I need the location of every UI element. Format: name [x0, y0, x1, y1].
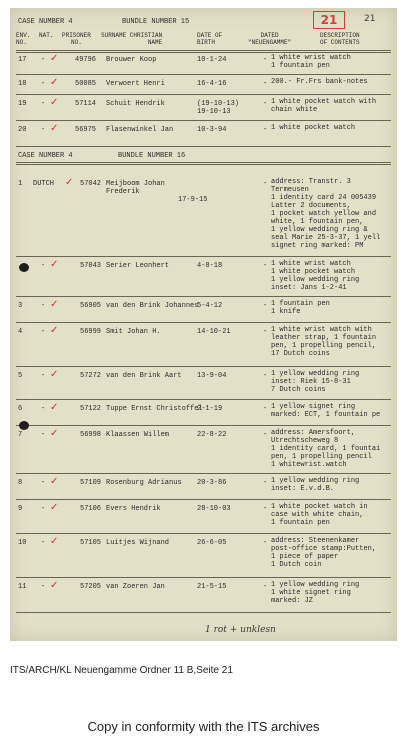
dash-mark: - — [263, 100, 268, 108]
dash-mark: - — [41, 56, 46, 64]
prisoner-name: Schuit Hendrik — [106, 100, 165, 108]
dash-mark: - — [263, 539, 268, 547]
dash-mark: - — [263, 372, 268, 380]
row-rule — [16, 94, 391, 95]
prisoner-number: 50085 — [75, 80, 97, 88]
contents-description: 1 yellow wedding ring 1 white signet ring marked: JZ — [271, 581, 360, 605]
case-label-16: CASE NUMBER 4 — [18, 152, 73, 160]
date-of-birth: 21-5-15 — [197, 583, 227, 591]
row-rule — [16, 120, 391, 121]
env-number: 10 — [18, 539, 27, 547]
row-rule — [16, 473, 391, 474]
date-of-birth: 10-3-94 — [197, 126, 227, 134]
env-number: 7 — [18, 431, 23, 439]
prisoner-number: 57114 — [75, 100, 97, 108]
prisoner-name: Luitjes Wijnand — [106, 539, 170, 547]
check-mark: ✓ — [50, 259, 59, 270]
dash-mark: - — [263, 56, 268, 64]
header-env-no: ENV. NO. — [16, 32, 31, 46]
bundle-label-16: BUNDLE NUMBER 16 — [118, 152, 186, 160]
prisoner-number: 56998 — [80, 431, 102, 439]
contents-description: address: Steenenkamer post-office stamp:Putten, 1 piece of paper 1 Dutch coin — [271, 537, 377, 569]
dash-mark: - — [41, 302, 46, 310]
check-mark: ✓ — [50, 77, 59, 88]
document-sheet — [10, 8, 397, 641]
prisoner-name: Evers Hendrik — [106, 505, 161, 513]
prisoner-number: 57272 — [80, 372, 102, 380]
prisoner-number: 57042 — [80, 180, 102, 188]
prisoner-name: Brouwer Koop — [106, 56, 157, 64]
contents-description: 1 yellow signet ring marked: ECT, 1 fountain pe — [271, 403, 381, 419]
dash-mark: - — [263, 405, 268, 413]
header-contents: DESCRIPTION OF CONTENTS — [320, 32, 360, 46]
env-number: 8 — [18, 479, 23, 487]
check-mark: ✓ — [50, 476, 59, 487]
case-label-15: CASE NUMBER 4 — [18, 18, 73, 26]
env-number: 3 — [18, 302, 23, 310]
prisoner-name: Verwoert Henri — [106, 80, 165, 88]
dash-mark: - — [41, 80, 46, 88]
row-rule — [16, 322, 391, 323]
prisoner-name: Serier Leonhert — [106, 262, 170, 270]
prisoner-name: Rosenburg Adrianus — [106, 479, 182, 487]
dash-mark: - — [263, 505, 268, 513]
header-surname: SURNAME CHRISTIAN NAME — [101, 32, 163, 46]
dash-mark: - — [263, 180, 268, 188]
prisoner-number: 56999 — [80, 328, 102, 336]
dash-mark: - — [263, 583, 268, 591]
dash-mark: - — [263, 431, 268, 439]
prisoner-name: Meijboom Johan Frederik — [106, 180, 165, 196]
contents-description: 1 white wrist watch 1 fountain pen — [271, 54, 351, 70]
check-mark: ✓ — [50, 428, 59, 439]
dash-mark: - — [41, 126, 46, 134]
date-of-birth: 5-4-12 — [197, 302, 223, 310]
dash-mark: - — [41, 405, 46, 413]
contents-description: 1 white pocket watch — [271, 124, 356, 132]
date-of-birth: 16-4-16 — [197, 80, 227, 88]
dash-mark: - — [41, 100, 46, 108]
date-of-birth: 14-10-21 — [197, 328, 231, 336]
contents-description: 1 white pocket watch with chain white — [271, 98, 377, 114]
check-mark: ✓ — [50, 502, 59, 513]
prisoner-name: van den Brink Aart — [106, 372, 182, 380]
header-prisoner-no: PRISONER NO. — [62, 32, 91, 46]
row-rule — [16, 366, 391, 367]
contents-description: 1 white wrist watch 1 white pocket watch 1 yellow wedding ring inset: Jans 1-2-41 — [271, 260, 360, 292]
dash-mark: - — [41, 328, 46, 336]
date-of-birth: 10-1-24 — [197, 56, 227, 64]
date-of-birth: (19-10-13) 19-10-13 — [197, 100, 240, 116]
check-mark: ✓ — [50, 580, 59, 591]
env-number: 9 — [18, 505, 23, 513]
env-number: 18 — [18, 80, 27, 88]
row-rule — [16, 74, 391, 75]
date-of-birth: 28-10-03 — [197, 505, 231, 513]
conformity-footer: Copy in conformity with the ITS archives — [87, 719, 320, 734]
dash-mark: - — [41, 479, 46, 487]
prisoner-number: 57122 — [80, 405, 102, 413]
header-dob: DATE OF BIRTH — [197, 32, 223, 46]
contents-description: 1 yellow wedding ring inset: Riek 15-8-31 7 Dutch coins — [271, 370, 360, 394]
check-mark: ✓ — [50, 53, 59, 64]
contents-description: 1 white pocket watch in case with white chain, 1 fountain pen — [271, 503, 368, 527]
dash-mark: - — [263, 262, 268, 270]
check-mark: ✓ — [50, 402, 59, 413]
prisoner-number: 57043 — [80, 262, 102, 270]
prisoner-number: 56905 — [80, 302, 102, 310]
env-number: 19 — [18, 100, 27, 108]
prisoner-number: 57109 — [80, 479, 102, 487]
dash-mark: - — [263, 328, 268, 336]
prisoner-name: Smit Johan H. — [106, 328, 161, 336]
contents-description: 1 yellow wedding ring inset: E.v.d.B. — [271, 477, 360, 493]
date-of-birth: 13-9-04 — [197, 372, 227, 380]
contents-description: 200.- Fr.Frs bank-notes — [271, 78, 368, 86]
date-of-birth: 20-3-86 — [197, 479, 227, 487]
date-of-birth: 26-6-05 — [197, 539, 227, 547]
date-of-birth: 4-8-18 — [197, 262, 223, 270]
dash-mark: - — [263, 479, 268, 487]
check-mark: ✓ — [50, 369, 59, 380]
header-dated: DATED "NEUENGAMME" — [248, 32, 292, 46]
env-number: 17 — [18, 56, 27, 64]
archive-caption: ITS/ARCH/KL Neuengamme Ordner 11 B,Seite 21 — [10, 665, 233, 676]
env-number: 20 — [18, 126, 27, 134]
dash-mark: - — [41, 583, 46, 591]
prisoner-number: 57205 — [80, 583, 102, 591]
date-of-birth: 22-8-22 — [197, 431, 227, 439]
punch-hole — [19, 421, 29, 430]
dash-mark: - — [41, 372, 46, 380]
date-of-birth: 17-9-15 — [178, 196, 208, 204]
prisoner-number: 56975 — [75, 126, 97, 134]
contents-description: 1 fountain pen 1 knife — [271, 300, 330, 316]
check-mark: ✓ — [50, 536, 59, 547]
check-mark: ✓ — [50, 325, 59, 336]
check-mark: ✓ — [50, 123, 59, 134]
header-rule — [16, 50, 391, 53]
page-number: 21 — [364, 14, 376, 24]
contents-description: address: Amersfoort, Utrechtscheweg 8 1 identity card, 1 fountai pen, 1 propelling pencil 1 whitewrist.watch — [271, 429, 381, 469]
row-rule — [16, 399, 391, 400]
dash-mark: - — [263, 126, 268, 134]
prisoner-name: van Zoeren Jan — [106, 583, 165, 591]
dash-mark: - — [41, 539, 46, 547]
prisoner-name: van den Brink Johannes — [106, 302, 199, 310]
check-mark: ✓ — [50, 299, 59, 310]
check-mark: ✓ — [50, 97, 59, 108]
env-number: 4 — [18, 328, 23, 336]
check-mark: ✓ — [65, 177, 74, 188]
prisoner-number: 57105 — [80, 539, 102, 547]
archive-stamp: 21 — [313, 11, 345, 29]
dash-mark: - — [263, 302, 268, 310]
row-rule — [16, 146, 391, 147]
bundle-label-15: BUNDLE NUMBER 15 — [122, 18, 190, 26]
dash-mark: - — [41, 505, 46, 513]
header-nat: NAT. — [39, 32, 54, 39]
env-number: 6 — [18, 405, 23, 413]
prisoner-name: Klaassen Willem — [106, 431, 170, 439]
handwritten-note: 1 rot + unklesn — [205, 625, 276, 635]
contents-description: address: Transtr. 3 Termeusen 1 identity card 24 005439 Latter 2 documents, 1 pocket watch yellow and white, 1 fountain pen, 1 yellow wedding ring & seal Marie 25-3-37, 1 yell signet ring marked: PM — [271, 178, 381, 250]
nationality: DUTCH — [33, 180, 55, 188]
prisoner-number: 49796 — [75, 56, 97, 64]
bundle-16-rule — [16, 162, 391, 165]
row-rule — [16, 577, 391, 578]
prisoner-number: 57106 — [80, 505, 102, 513]
env-number: 11 — [18, 583, 27, 591]
row-rule — [16, 612, 391, 613]
dash-mark: - — [41, 262, 46, 270]
dash-mark: - — [41, 431, 46, 439]
env-number: 5 — [18, 372, 23, 380]
punch-hole — [19, 263, 29, 272]
row-rule — [16, 296, 391, 297]
dash-mark: - — [263, 80, 268, 88]
contents-description: 1 white wrist watch with leather strap, 1 fountain pen, 1 propelling pencil, 17 Dutch coins — [271, 326, 377, 358]
row-rule — [16, 499, 391, 500]
row-rule — [16, 256, 391, 257]
prisoner-name: Flasenwinkel Jan — [106, 126, 174, 134]
date-of-birth: 2-1-19 — [197, 405, 223, 413]
prisoner-name: Tuppe Ernst Christoffel — [106, 405, 203, 413]
row-rule — [16, 425, 391, 426]
row-rule — [16, 533, 391, 534]
env-number: 1 — [18, 180, 23, 188]
